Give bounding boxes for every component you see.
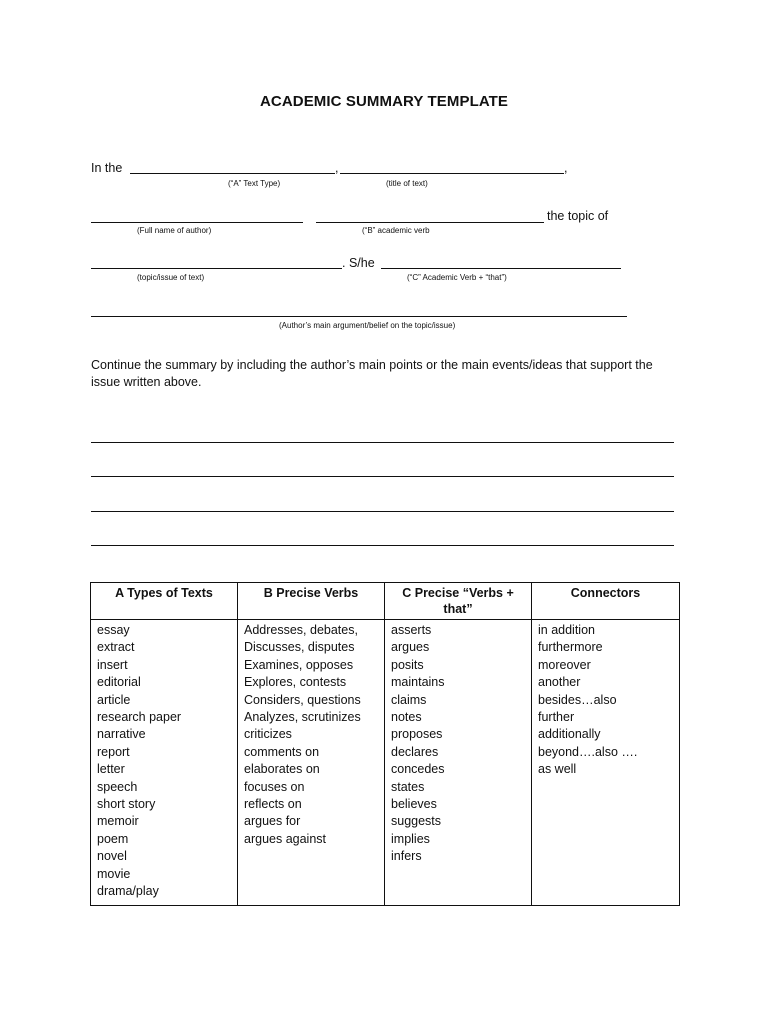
list-item: movie (97, 866, 131, 881)
list-item: as well (538, 762, 577, 777)
list-item: essay (97, 623, 130, 637)
caption-topic-issue: (topic/issue of text) (137, 273, 205, 282)
list-item: beyond….also …. (538, 744, 638, 759)
list-item: further (538, 710, 575, 725)
header-types-of-texts: A Types of Texts (91, 583, 238, 620)
writing-line[interactable] (91, 545, 674, 546)
header-precise-verbs-that: C Precise “Verbs + that” (385, 583, 532, 620)
list-item: report (97, 744, 130, 759)
list-item: suggests (391, 814, 442, 829)
list-item: posits (391, 657, 424, 672)
list-item: comments on (244, 744, 320, 759)
list-item: poem (97, 831, 129, 846)
list-item: editorial (97, 675, 141, 690)
line2-suffix: the topic of (547, 209, 609, 223)
list-item: argues for (244, 814, 301, 829)
instructions-text: Continue the summary by including the author’s main points or the main events/ideas that support the issue written above. (91, 358, 653, 389)
list-item: argues against (244, 831, 327, 846)
list-item: another (538, 675, 581, 690)
list-item: furthermore (538, 640, 603, 655)
list-item: article (97, 692, 131, 707)
caption-title-of-text: (title of text) (386, 179, 428, 188)
list-item: focuses on (244, 779, 305, 794)
header-precise-verbs: B Precise Verbs (238, 583, 385, 620)
table-body-row (91, 620, 680, 906)
column-connectors (532, 620, 680, 906)
list-item: infers (391, 849, 422, 864)
list-item: implies (391, 831, 430, 846)
table-header-row (91, 583, 680, 620)
list-item: in addition (538, 623, 595, 637)
list-item: proposes (391, 727, 443, 742)
column-types-of-texts (91, 620, 238, 906)
list-item: argues (391, 640, 430, 655)
author-name-blank[interactable] (91, 222, 303, 223)
page-title: ACADEMIC SUMMARY TEMPLATE (259, 93, 509, 110)
header-connectors: Connectors (532, 583, 680, 620)
list-item: Discusses, disputes (244, 640, 355, 655)
word-bank-table (90, 582, 680, 906)
list-item: narrative (97, 727, 146, 742)
list-item: concedes (391, 762, 445, 777)
list-item: Examines, opposes (244, 657, 354, 672)
line1-prefix: In the (91, 161, 123, 175)
academic-verb-that-blank[interactable] (381, 268, 621, 269)
list-item: claims (391, 692, 427, 707)
academic-verb-blank[interactable] (316, 222, 544, 223)
list-item: insert (97, 657, 128, 672)
list-item: letter (97, 762, 125, 777)
list-item: extract (97, 640, 135, 655)
list-item: Explores, contests (244, 675, 347, 690)
writing-line[interactable] (91, 476, 674, 477)
list-item: Analyzes, scrutinizes (244, 710, 361, 725)
list-item: research paper (97, 710, 182, 725)
list-item: short story (97, 797, 156, 812)
list-item: reflects on (244, 797, 302, 812)
caption-main-argument: (Author’s main argument/belief on the topic/issue) (279, 321, 456, 330)
list-item: elaborates on (244, 762, 320, 777)
list-item: notes (391, 710, 422, 725)
list-item: besides…also (538, 692, 617, 707)
line1-end-comma: , (564, 161, 568, 175)
list-item: declares (391, 744, 439, 759)
list-item: drama/play (97, 884, 159, 899)
list-item: criticizes (244, 727, 292, 742)
list-item: asserts (391, 623, 432, 637)
list-item: believes (391, 797, 437, 812)
caption-academic-verb-that: (“C” Academic Verb + “that”) (407, 273, 507, 282)
writing-line[interactable] (91, 442, 674, 443)
list-item: states (391, 779, 425, 794)
text-type-blank[interactable] (130, 173, 335, 174)
caption-text-type: (“A” Text Type) (228, 179, 281, 188)
main-argument-blank[interactable] (91, 316, 627, 317)
writing-line[interactable] (91, 511, 674, 512)
list-item: Addresses, debates, (244, 623, 358, 637)
caption-author-name: (Full name of author) (137, 226, 212, 235)
list-item: memoir (97, 814, 139, 829)
list-item: moreover (538, 657, 591, 672)
list-item: additionally (538, 727, 601, 742)
line3-mid: . S/he (342, 256, 375, 270)
list-item: novel (97, 849, 127, 864)
line1-comma: , (335, 161, 339, 175)
topic-issue-blank[interactable] (91, 268, 342, 269)
column-precise-verbs-that (385, 620, 532, 906)
list-item: Considers, questions (244, 692, 361, 707)
list-item: maintains (391, 675, 445, 690)
column-precise-verbs (238, 620, 385, 906)
caption-academic-verb: (“B” academic verb (362, 226, 430, 235)
title-of-text-blank[interactable] (340, 173, 564, 174)
list-item: speech (97, 779, 138, 794)
